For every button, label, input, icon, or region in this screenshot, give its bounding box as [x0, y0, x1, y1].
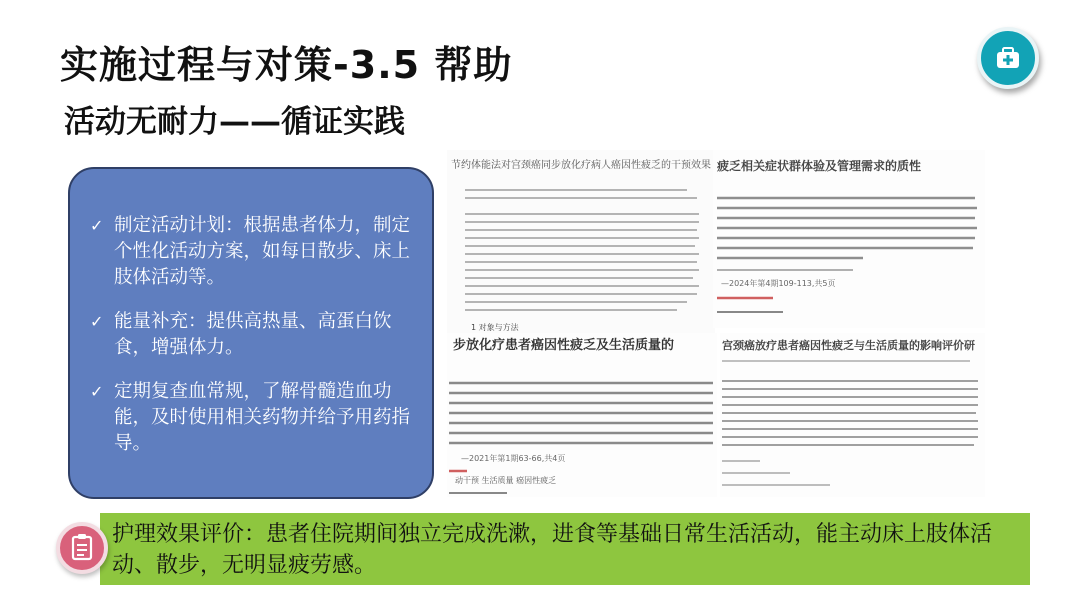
- paper-screenshot-4: [720, 333, 985, 497]
- measure-item: [90, 213, 410, 291]
- paper1-title: 节约体能法对宫颈癌同步放化疗病人癌因性疲乏的干预效果: [451, 160, 711, 171]
- measures-card: [68, 167, 434, 499]
- checkmark-icon: ✓: [90, 312, 104, 331]
- paper2-journal: —2024年第4期109-113,共5页: [721, 279, 836, 288]
- clipboard-icon: [56, 522, 108, 574]
- paper-screenshot-3: [447, 333, 717, 497]
- checkmark-icon: ✓: [90, 216, 104, 235]
- paper2-title: 疲乏相关症状群体验及管理需求的质性: [717, 159, 922, 173]
- paper3-journal: —2021年第1期63-66,共4页: [461, 454, 566, 463]
- paper3-keywords: 动干预 生活质量 癌因性疲乏: [455, 476, 557, 485]
- paper1-section: 1 对象与方法: [471, 323, 519, 332]
- measure-item: [90, 309, 410, 361]
- measure-text: 能量补充：提供高热量、高蛋白饮食，增强体力。: [114, 311, 392, 358]
- paper-screenshot-2: [713, 150, 985, 328]
- paper-screenshot-1: [447, 150, 715, 338]
- checkmark-icon: ✓: [90, 382, 104, 401]
- measure-item: [90, 379, 410, 457]
- evaluation-text: 护理效果评价：患者住院期间独立完成洗漱，进食等基础日常生活活动，能主动床上肢体活动、散步，无明显疲劳感。: [112, 522, 993, 578]
- nursing-evaluation-bar: [100, 513, 1030, 585]
- evidence-papers-collage: [445, 148, 985, 500]
- medical-kit-icon: [977, 27, 1039, 89]
- slide-subtitle: 活动无耐力——循证实践: [64, 104, 405, 140]
- paper4-title: 宫颈癌放疗患者癌因性疲乏与生活质量的影响评价研: [722, 339, 975, 352]
- measure-text: 制定活动计划：根据患者体力，制定个性化活动方案，如每日散步、床上肢体活动等。: [114, 215, 411, 288]
- measure-text: 定期复查血常规，了解骨髓造血功能，及时使用相关药物并给予用药指导。: [114, 381, 411, 454]
- paper3-title: 步放化疗患者癌因性疲乏及生活质量的: [453, 338, 675, 353]
- slide-title: 实施过程与对策-3.5 帮助: [60, 43, 513, 87]
